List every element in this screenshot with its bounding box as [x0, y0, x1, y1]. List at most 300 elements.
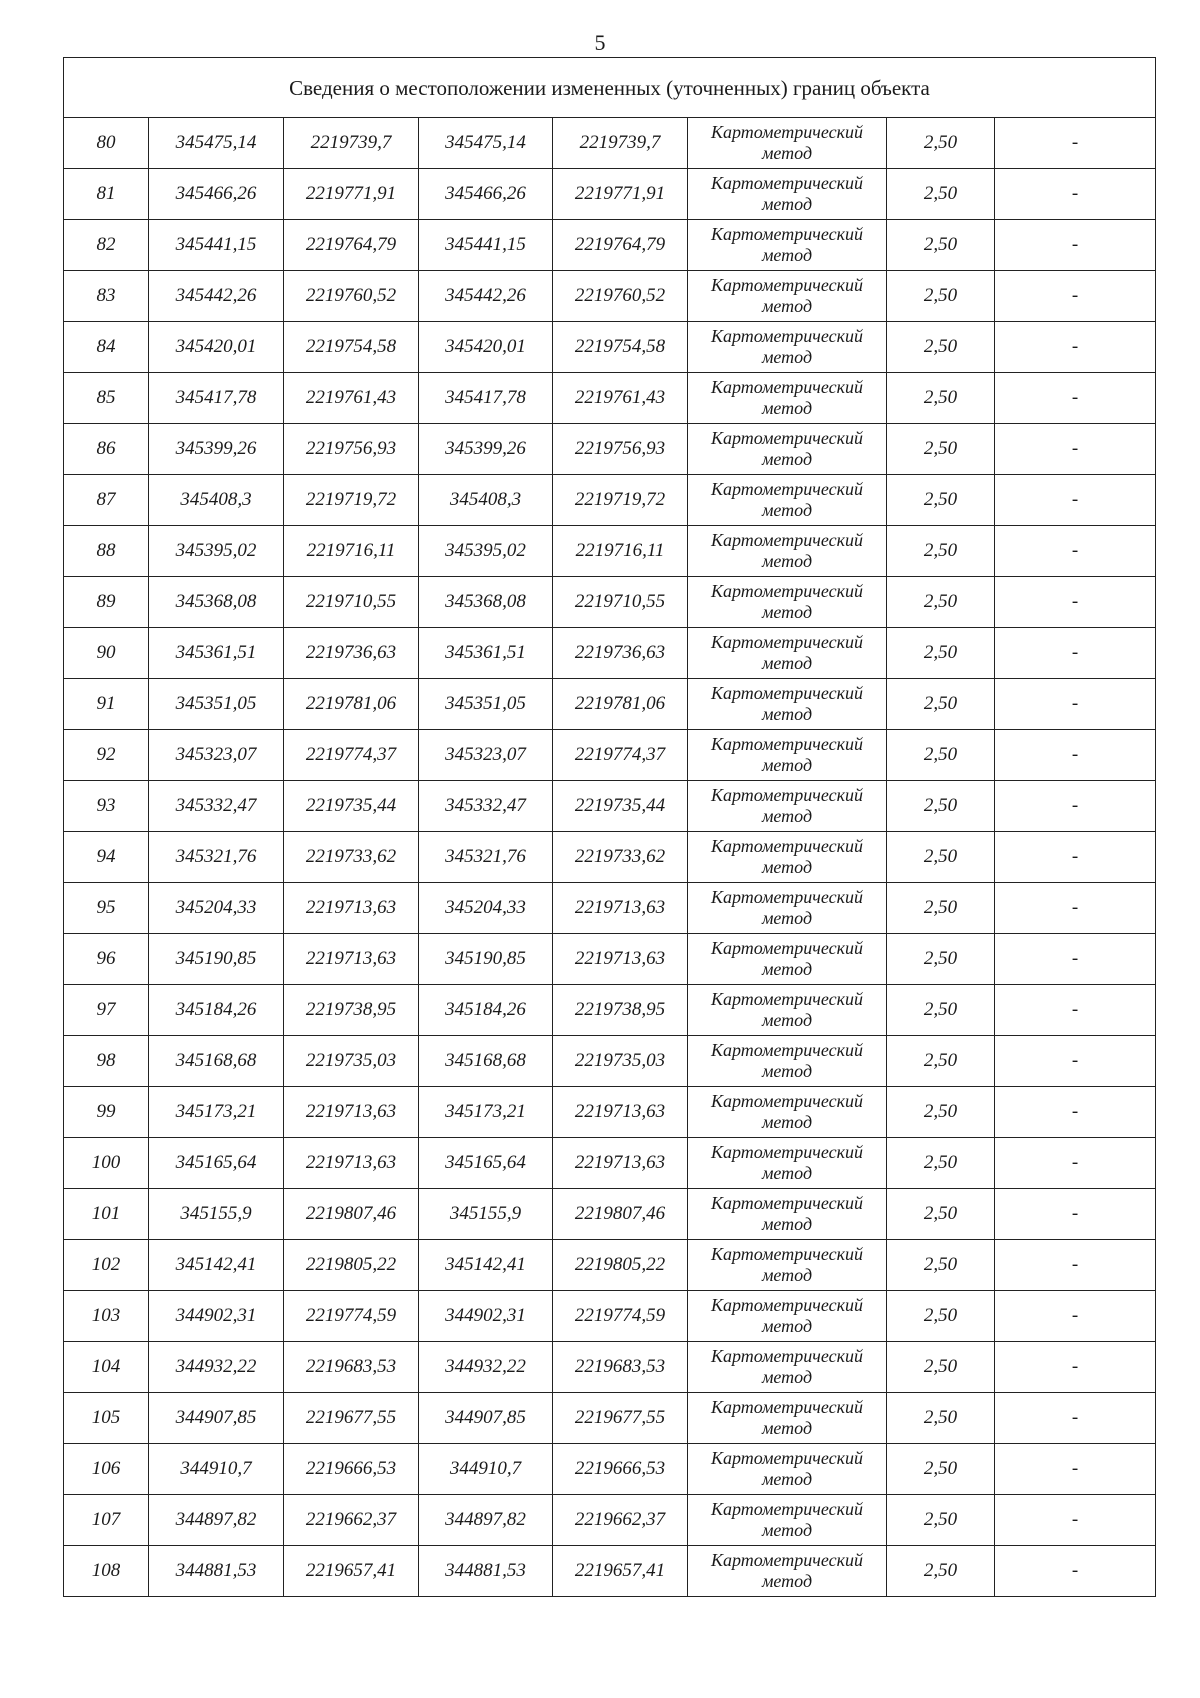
method-line-2: метод — [761, 1112, 813, 1132]
existing-y-cell: 2219736,63 — [284, 628, 419, 679]
method-cell — [688, 1240, 887, 1291]
method-line-1: Картометрический — [710, 1550, 863, 1570]
existing-y-cell: 2219677,55 — [284, 1393, 419, 1444]
method-cell — [688, 832, 887, 883]
method-cell — [688, 1138, 887, 1189]
existing-y-cell: 2219683,53 — [284, 1342, 419, 1393]
accuracy-cell: 2,50 — [887, 730, 995, 781]
accuracy-cell: 2,50 — [887, 679, 995, 730]
refined-y-cell: 2219761,43 — [553, 373, 688, 424]
existing-y-cell: 2219781,06 — [284, 679, 419, 730]
accuracy-cell: 2,50 — [887, 322, 995, 373]
method-line-2: метод — [761, 245, 813, 265]
refined-y-cell: 2219677,55 — [553, 1393, 688, 1444]
method-line-2: метод — [761, 551, 813, 571]
note-cell: - — [995, 1138, 1156, 1189]
refined-x-cell: 345475,14 — [419, 118, 553, 169]
point-number-cell: 87 — [64, 475, 149, 526]
method-line-2: метод — [761, 602, 813, 622]
table-row — [64, 118, 1156, 169]
existing-x-cell: 345323,07 — [149, 730, 284, 781]
refined-x-cell: 345184,26 — [419, 985, 553, 1036]
refined-y-cell: 2219713,63 — [553, 1138, 688, 1189]
note-cell: - — [995, 1240, 1156, 1291]
method-line-2: метод — [761, 1163, 813, 1183]
refined-y-cell: 2219710,55 — [553, 577, 688, 628]
method-line-1: Картометрический — [710, 224, 863, 244]
method-line-1: Картометрический — [710, 1193, 863, 1213]
point-number-cell: 85 — [64, 373, 149, 424]
note-cell: - — [995, 424, 1156, 475]
refined-x-cell: 345323,07 — [419, 730, 553, 781]
refined-y-cell: 2219713,63 — [553, 1087, 688, 1138]
point-number-cell: 98 — [64, 1036, 149, 1087]
accuracy-cell: 2,50 — [887, 118, 995, 169]
existing-x-cell: 345184,26 — [149, 985, 284, 1036]
method-line-1: Картометрический — [710, 122, 863, 142]
table-row — [64, 883, 1156, 934]
table-row — [64, 1087, 1156, 1138]
refined-y-cell: 2219683,53 — [553, 1342, 688, 1393]
existing-x-cell: 345420,01 — [149, 322, 284, 373]
existing-x-cell: 345441,15 — [149, 220, 284, 271]
existing-x-cell: 345361,51 — [149, 628, 284, 679]
refined-x-cell: 345168,68 — [419, 1036, 553, 1087]
refined-y-cell: 2219662,37 — [553, 1495, 688, 1546]
table-title-row — [64, 58, 1156, 118]
method-line-2: метод — [761, 500, 813, 520]
refined-y-cell: 2219807,46 — [553, 1189, 688, 1240]
point-number-cell: 89 — [64, 577, 149, 628]
accuracy-cell: 2,50 — [887, 1444, 995, 1495]
existing-y-cell: 2219733,62 — [284, 832, 419, 883]
existing-x-cell: 345155,9 — [149, 1189, 284, 1240]
point-number-cell: 82 — [64, 220, 149, 271]
method-line-1: Картометрический — [710, 428, 863, 448]
method-cell — [688, 1036, 887, 1087]
method-cell — [688, 1087, 887, 1138]
existing-y-cell: 2219735,03 — [284, 1036, 419, 1087]
method-line-1: Картометрический — [710, 377, 863, 397]
existing-y-cell: 2219719,72 — [284, 475, 419, 526]
accuracy-cell: 2,50 — [887, 934, 995, 985]
note-cell: - — [995, 475, 1156, 526]
method-line-1: Картометрический — [710, 1295, 863, 1315]
method-line-2: метод — [761, 347, 813, 367]
note-cell: - — [995, 322, 1156, 373]
point-number-cell: 91 — [64, 679, 149, 730]
note-cell: - — [995, 679, 1156, 730]
refined-y-cell: 2219733,62 — [553, 832, 688, 883]
table-row — [64, 832, 1156, 883]
method-cell — [688, 985, 887, 1036]
refined-y-cell: 2219774,59 — [553, 1291, 688, 1342]
method-line-1: Картометрический — [710, 1346, 863, 1366]
refined-x-cell: 345361,51 — [419, 628, 553, 679]
existing-x-cell: 345332,47 — [149, 781, 284, 832]
refined-x-cell: 345165,64 — [419, 1138, 553, 1189]
point-number-cell: 97 — [64, 985, 149, 1036]
accuracy-cell: 2,50 — [887, 985, 995, 1036]
method-line-1: Картометрический — [710, 275, 863, 295]
table-row — [64, 730, 1156, 781]
accuracy-cell: 2,50 — [887, 1291, 995, 1342]
method-line-2: метод — [761, 194, 813, 214]
method-line-1: Картометрический — [710, 785, 863, 805]
note-cell: - — [995, 1546, 1156, 1597]
point-number-cell: 90 — [64, 628, 149, 679]
method-line-1: Картометрический — [710, 479, 863, 499]
method-cell — [688, 424, 887, 475]
table-row — [64, 1546, 1156, 1597]
existing-y-cell: 2219774,37 — [284, 730, 419, 781]
existing-y-cell: 2219760,52 — [284, 271, 419, 322]
point-number-cell: 86 — [64, 424, 149, 475]
note-cell: - — [995, 832, 1156, 883]
note-cell: - — [995, 883, 1156, 934]
existing-y-cell: 2219716,11 — [284, 526, 419, 577]
method-line-2: метод — [761, 449, 813, 469]
method-line-2: метод — [761, 959, 813, 979]
method-line-2: метод — [761, 908, 813, 928]
method-line-2: метод — [761, 143, 813, 163]
method-cell — [688, 730, 887, 781]
refined-x-cell: 345332,47 — [419, 781, 553, 832]
existing-y-cell: 2219735,44 — [284, 781, 419, 832]
method-line-2: метод — [761, 1469, 813, 1489]
existing-y-cell: 2219756,93 — [284, 424, 419, 475]
accuracy-cell: 2,50 — [887, 883, 995, 934]
existing-y-cell: 2219713,63 — [284, 934, 419, 985]
method-line-1: Картометрический — [710, 1244, 863, 1264]
table-row — [64, 220, 1156, 271]
refined-y-cell: 2219756,93 — [553, 424, 688, 475]
point-number-cell: 80 — [64, 118, 149, 169]
method-line-2: метод — [761, 1520, 813, 1540]
note-cell: - — [995, 1087, 1156, 1138]
refined-y-cell: 2219735,03 — [553, 1036, 688, 1087]
refined-y-cell: 2219805,22 — [553, 1240, 688, 1291]
table-row — [64, 628, 1156, 679]
refined-x-cell: 344910,7 — [419, 1444, 553, 1495]
existing-x-cell: 345395,02 — [149, 526, 284, 577]
accuracy-cell: 2,50 — [887, 781, 995, 832]
refined-x-cell: 345395,02 — [419, 526, 553, 577]
existing-x-cell: 344902,31 — [149, 1291, 284, 1342]
accuracy-cell: 2,50 — [887, 1393, 995, 1444]
note-cell: - — [995, 577, 1156, 628]
page-number: 5 — [594, 30, 606, 55]
point-number-cell: 103 — [64, 1291, 149, 1342]
existing-x-cell: 345204,33 — [149, 883, 284, 934]
method-line-2: метод — [761, 398, 813, 418]
existing-y-cell: 2219774,59 — [284, 1291, 419, 1342]
accuracy-cell: 2,50 — [887, 1189, 995, 1240]
method-line-1: Картометрический — [710, 1091, 863, 1111]
table-row — [64, 1036, 1156, 1087]
existing-x-cell: 345321,76 — [149, 832, 284, 883]
existing-y-cell: 2219662,37 — [284, 1495, 419, 1546]
accuracy-cell: 2,50 — [887, 373, 995, 424]
point-number-cell: 96 — [64, 934, 149, 985]
refined-x-cell: 345321,76 — [419, 832, 553, 883]
accuracy-cell: 2,50 — [887, 577, 995, 628]
refined-y-cell: 2219739,7 — [553, 118, 688, 169]
method-cell — [688, 883, 887, 934]
point-number-cell: 83 — [64, 271, 149, 322]
method-line-1: Картометрический — [710, 1397, 863, 1417]
table-row — [64, 1393, 1156, 1444]
refined-x-cell: 344881,53 — [419, 1546, 553, 1597]
existing-y-cell: 2219713,63 — [284, 1138, 419, 1189]
method-line-2: метод — [761, 296, 813, 316]
accuracy-cell: 2,50 — [887, 475, 995, 526]
existing-y-cell: 2219764,79 — [284, 220, 419, 271]
point-number-cell: 92 — [64, 730, 149, 781]
accuracy-cell: 2,50 — [887, 271, 995, 322]
refined-y-cell: 2219736,63 — [553, 628, 688, 679]
method-line-2: метод — [761, 704, 813, 724]
method-line-1: Картометрический — [710, 581, 863, 601]
point-number-cell: 99 — [64, 1087, 149, 1138]
existing-x-cell: 345442,26 — [149, 271, 284, 322]
existing-x-cell: 344907,85 — [149, 1393, 284, 1444]
method-cell — [688, 526, 887, 577]
accuracy-cell: 2,50 — [887, 526, 995, 577]
method-line-1: Картометрический — [710, 173, 863, 193]
existing-x-cell: 344932,22 — [149, 1342, 284, 1393]
note-cell: - — [995, 1342, 1156, 1393]
point-number-cell: 105 — [64, 1393, 149, 1444]
refined-y-cell: 2219716,11 — [553, 526, 688, 577]
table-row — [64, 1138, 1156, 1189]
method-line-2: метод — [761, 806, 813, 826]
table-row — [64, 322, 1156, 373]
table-row — [64, 1240, 1156, 1291]
existing-x-cell: 345466,26 — [149, 169, 284, 220]
method-cell — [688, 1342, 887, 1393]
note-cell: - — [995, 934, 1156, 985]
accuracy-cell: 2,50 — [887, 628, 995, 679]
method-line-1: Картометрический — [710, 683, 863, 703]
existing-x-cell: 344897,82 — [149, 1495, 284, 1546]
method-line-2: метод — [761, 755, 813, 775]
method-line-1: Картометрический — [710, 632, 863, 652]
method-line-2: метод — [761, 1418, 813, 1438]
note-cell: - — [995, 781, 1156, 832]
refined-y-cell: 2219754,58 — [553, 322, 688, 373]
existing-y-cell: 2219807,46 — [284, 1189, 419, 1240]
accuracy-cell: 2,50 — [887, 1546, 995, 1597]
method-line-1: Картометрический — [710, 1448, 863, 1468]
note-cell: - — [995, 373, 1156, 424]
existing-x-cell: 345368,08 — [149, 577, 284, 628]
method-line-1: Картометрический — [710, 734, 863, 754]
refined-x-cell: 345441,15 — [419, 220, 553, 271]
method-line-2: метод — [761, 1214, 813, 1234]
boundary-coordinates-table — [63, 57, 1156, 1597]
point-number-cell: 100 — [64, 1138, 149, 1189]
table-row — [64, 373, 1156, 424]
refined-x-cell: 345142,41 — [419, 1240, 553, 1291]
table-row — [64, 577, 1156, 628]
refined-x-cell: 345408,3 — [419, 475, 553, 526]
refined-y-cell: 2219738,95 — [553, 985, 688, 1036]
method-line-2: метод — [761, 1571, 813, 1591]
note-cell: - — [995, 1495, 1156, 1546]
point-number-cell: 88 — [64, 526, 149, 577]
method-cell — [688, 628, 887, 679]
note-cell: - — [995, 1393, 1156, 1444]
refined-y-cell: 2219774,37 — [553, 730, 688, 781]
method-line-2: метод — [761, 1367, 813, 1387]
table-row — [64, 1495, 1156, 1546]
refined-x-cell: 345420,01 — [419, 322, 553, 373]
table-row — [64, 781, 1156, 832]
table-title: Сведения о местоположении измененных (уточненных) границ объекта — [64, 58, 1156, 118]
existing-x-cell: 345168,68 — [149, 1036, 284, 1087]
method-cell — [688, 220, 887, 271]
method-cell — [688, 169, 887, 220]
method-cell — [688, 475, 887, 526]
refined-x-cell: 345368,08 — [419, 577, 553, 628]
refined-x-cell: 344897,82 — [419, 1495, 553, 1546]
refined-x-cell: 345204,33 — [419, 883, 553, 934]
table-row — [64, 985, 1156, 1036]
existing-x-cell: 345173,21 — [149, 1087, 284, 1138]
existing-x-cell: 344910,7 — [149, 1444, 284, 1495]
method-cell — [688, 1189, 887, 1240]
point-number-cell: 107 — [64, 1495, 149, 1546]
accuracy-cell: 2,50 — [887, 220, 995, 271]
method-line-2: метод — [761, 1010, 813, 1030]
refined-x-cell: 344907,85 — [419, 1393, 553, 1444]
method-cell — [688, 1444, 887, 1495]
note-cell: - — [995, 985, 1156, 1036]
refined-y-cell: 2219666,53 — [553, 1444, 688, 1495]
existing-y-cell: 2219666,53 — [284, 1444, 419, 1495]
note-cell: - — [995, 1036, 1156, 1087]
refined-x-cell: 345399,26 — [419, 424, 553, 475]
table-row — [64, 475, 1156, 526]
existing-x-cell: 345190,85 — [149, 934, 284, 985]
accuracy-cell: 2,50 — [887, 1495, 995, 1546]
method-line-1: Картометрический — [710, 938, 863, 958]
refined-x-cell: 345173,21 — [419, 1087, 553, 1138]
note-cell: - — [995, 118, 1156, 169]
existing-y-cell: 2219710,55 — [284, 577, 419, 628]
method-line-2: метод — [761, 1316, 813, 1336]
note-cell: - — [995, 271, 1156, 322]
point-number-cell: 81 — [64, 169, 149, 220]
existing-x-cell: 345399,26 — [149, 424, 284, 475]
existing-y-cell: 2219754,58 — [284, 322, 419, 373]
method-line-1: Картометрический — [710, 989, 863, 1009]
refined-y-cell: 2219719,72 — [553, 475, 688, 526]
point-number-cell: 95 — [64, 883, 149, 934]
method-line-2: метод — [761, 1265, 813, 1285]
method-line-1: Картометрический — [710, 836, 863, 856]
point-number-cell: 108 — [64, 1546, 149, 1597]
refined-y-cell: 2219713,63 — [553, 883, 688, 934]
existing-y-cell: 2219738,95 — [284, 985, 419, 1036]
refined-y-cell: 2219764,79 — [553, 220, 688, 271]
point-number-cell: 101 — [64, 1189, 149, 1240]
table-row — [64, 1444, 1156, 1495]
method-cell — [688, 1546, 887, 1597]
table-row — [64, 424, 1156, 475]
point-number-cell: 104 — [64, 1342, 149, 1393]
table-row — [64, 1342, 1156, 1393]
existing-x-cell: 345475,14 — [149, 118, 284, 169]
note-cell: - — [995, 1291, 1156, 1342]
existing-y-cell: 2219761,43 — [284, 373, 419, 424]
refined-x-cell: 345155,9 — [419, 1189, 553, 1240]
refined-x-cell: 345351,05 — [419, 679, 553, 730]
method-line-1: Картометрический — [710, 530, 863, 550]
method-cell — [688, 679, 887, 730]
point-number-cell: 106 — [64, 1444, 149, 1495]
note-cell: - — [995, 220, 1156, 271]
existing-x-cell: 345165,64 — [149, 1138, 284, 1189]
method-cell — [688, 373, 887, 424]
refined-y-cell: 2219735,44 — [553, 781, 688, 832]
table-row — [64, 526, 1156, 577]
method-cell — [688, 577, 887, 628]
refined-x-cell: 345190,85 — [419, 934, 553, 985]
note-cell: - — [995, 730, 1156, 781]
point-number-cell: 93 — [64, 781, 149, 832]
existing-x-cell: 345417,78 — [149, 373, 284, 424]
refined-y-cell: 2219713,63 — [553, 934, 688, 985]
refined-x-cell: 345417,78 — [419, 373, 553, 424]
method-cell — [688, 781, 887, 832]
point-number-cell: 84 — [64, 322, 149, 373]
existing-y-cell: 2219713,63 — [284, 1087, 419, 1138]
method-line-2: метод — [761, 1061, 813, 1081]
note-cell: - — [995, 526, 1156, 577]
note-cell: - — [995, 169, 1156, 220]
refined-x-cell: 344932,22 — [419, 1342, 553, 1393]
existing-y-cell: 2219805,22 — [284, 1240, 419, 1291]
existing-y-cell: 2219713,63 — [284, 883, 419, 934]
accuracy-cell: 2,50 — [887, 832, 995, 883]
table-row — [64, 934, 1156, 985]
existing-y-cell: 2219771,91 — [284, 169, 419, 220]
method-line-2: метод — [761, 653, 813, 673]
existing-x-cell: 344881,53 — [149, 1546, 284, 1597]
method-line-1: Картометрический — [710, 1499, 863, 1519]
note-cell: - — [995, 628, 1156, 679]
table-row — [64, 1189, 1156, 1240]
method-line-1: Картометрический — [710, 1040, 863, 1060]
note-cell: - — [995, 1444, 1156, 1495]
accuracy-cell: 2,50 — [887, 1087, 995, 1138]
refined-x-cell: 345466,26 — [419, 169, 553, 220]
existing-x-cell: 345351,05 — [149, 679, 284, 730]
existing-y-cell: 2219657,41 — [284, 1546, 419, 1597]
table-row — [64, 679, 1156, 730]
point-number-cell: 94 — [64, 832, 149, 883]
accuracy-cell: 2,50 — [887, 424, 995, 475]
table-row — [64, 169, 1156, 220]
method-cell — [688, 118, 887, 169]
point-number-cell: 102 — [64, 1240, 149, 1291]
accuracy-cell: 2,50 — [887, 169, 995, 220]
method-cell — [688, 1291, 887, 1342]
existing-x-cell: 345408,3 — [149, 475, 284, 526]
table-row — [64, 271, 1156, 322]
